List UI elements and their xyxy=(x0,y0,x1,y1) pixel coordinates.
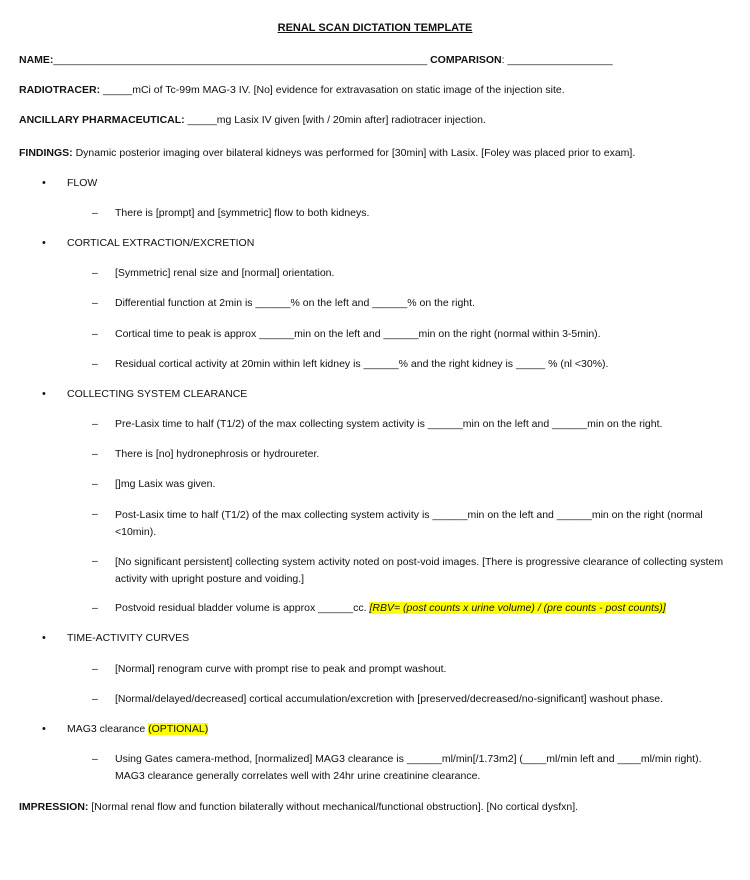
radiotracer-label: RADIOTRACER: xyxy=(19,84,101,96)
findings-text: Dynamic posterior imaging over bilateral kidneys was performed for [30min] with Lasix. [Foley was placed prior to exam]. xyxy=(75,147,636,159)
collecting-item: Post-Lasix time to half (T1/2) of the max collecting system activity is ______min on the left and ______min on the right (normal <10min). xyxy=(115,509,703,538)
comparison-label: COMPARISON xyxy=(430,54,502,66)
dash-icon: – xyxy=(92,478,98,490)
bullet-icon: • xyxy=(42,723,46,735)
ancillary-line xyxy=(19,113,486,127)
impression-line xyxy=(19,800,578,814)
ancillary-label: ANCILLARY PHARMACEUTICAL: xyxy=(19,114,185,126)
bullet-icon: • xyxy=(42,177,46,189)
optional-highlight: (OPTIONAL) xyxy=(148,723,209,735)
mag3-item-line1: Using Gates camera-method, [normalized] MAG3 clearance is ______ml/min[/1.73m2] (____ml/min left and ____ml/min right). xyxy=(115,753,702,765)
findings-line xyxy=(19,146,635,160)
tac-item: [Normal/delayed/decreased] cortical accumulation/excretion with [preserved/decreased/no-significant] washout phase. xyxy=(115,693,664,705)
comparison-colon: : xyxy=(501,54,505,66)
flow-heading: FLOW xyxy=(67,177,98,189)
cortical-item: Differential function at 2min is ______% on the left and ______% on the right. xyxy=(115,297,475,309)
collecting-item: [No significant persistent] collecting system activity noted on post-void images. [There is progressive clearance of collecting system activity with upright posture and voiding.] xyxy=(115,556,724,585)
name-blank[interactable]: ________________________________________________________________ xyxy=(53,54,428,66)
dash-icon: – xyxy=(92,267,98,279)
dash-icon: – xyxy=(92,693,98,705)
radiotracer-line xyxy=(19,83,565,97)
flow-item: There is [prompt] and [symmetric] flow to both kidneys. xyxy=(115,207,370,219)
dash-icon: – xyxy=(92,297,98,309)
cortical-heading: CORTICAL EXTRACTION/EXCRETION xyxy=(67,237,255,249)
dash-icon: – xyxy=(92,508,98,520)
rbv-formula-highlight: [RBV= (post counts x urine volume) / (pre counts - post counts)] xyxy=(369,602,666,614)
tac-item: [Normal] renogram curve with prompt rise to peak and prompt washout. xyxy=(115,663,447,675)
ancillary-text: _____mg Lasix IV given [with / 20min after] radiotracer injection. xyxy=(187,114,486,126)
impression-label: IMPRESSION: xyxy=(19,801,89,813)
collecting-item: []mg Lasix was given. xyxy=(115,478,216,490)
dash-icon: – xyxy=(92,753,98,765)
name-label: NAME: xyxy=(19,54,54,66)
dash-icon: – xyxy=(92,418,98,430)
mag3-item-line2: MAG3 clearance generally correlates well with 24hr urine creatinine clearance. xyxy=(115,770,481,782)
cortical-item: [Symmetric] renal size and [normal] orientation. xyxy=(115,267,335,279)
postvoid-text: Postvoid residual bladder volume is approx ______cc. xyxy=(115,602,370,614)
mag3-heading-text: MAG3 clearance xyxy=(67,723,149,735)
mag3-heading xyxy=(67,722,208,736)
dash-icon: – xyxy=(92,663,98,675)
bullet-icon: • xyxy=(42,237,46,249)
comparison-blank[interactable]: __________________ xyxy=(507,54,613,66)
postvoid-line xyxy=(115,601,666,615)
tac-heading: TIME-ACTIVITY CURVES xyxy=(67,632,190,644)
bullet-icon: • xyxy=(42,388,46,400)
impression-text: [Normal renal flow and function bilaterally without mechanical/functional obstruction]. [No cortical dysfxn]. xyxy=(91,801,579,813)
cortical-item: Cortical time to peak is approx ______min on the left and ______min on the right (normal within 3-5min). xyxy=(115,328,601,340)
collecting-item: There is [no] hydronephrosis or hydroureter. xyxy=(115,448,320,460)
dash-icon: – xyxy=(92,207,98,219)
bullet-icon: • xyxy=(42,632,46,644)
cortical-item: Residual cortical activity at 20min within left kidney is ______% and the right kidney is _____ % (nl <30%). xyxy=(115,358,609,370)
collecting-heading: COLLECTING SYSTEM CLEARANCE xyxy=(67,388,248,400)
dash-icon: – xyxy=(92,555,98,567)
name-line xyxy=(19,53,613,67)
dash-icon: – xyxy=(92,328,98,340)
dash-icon: – xyxy=(92,448,98,460)
findings-label: FINDINGS: xyxy=(19,147,73,159)
document-title: RENAL SCAN DICTATION TEMPLATE xyxy=(277,22,473,34)
dash-icon: – xyxy=(92,358,98,370)
dash-icon: – xyxy=(92,602,98,614)
collecting-item: Pre-Lasix time to half (T1/2) of the max collecting system activity is ______min on the left and ______min on the right. xyxy=(115,418,663,430)
radiotracer-text: _____mCi of Tc-99m MAG-3 IV. [No] evidence for extravasation on static image of the injection site. xyxy=(103,84,565,96)
